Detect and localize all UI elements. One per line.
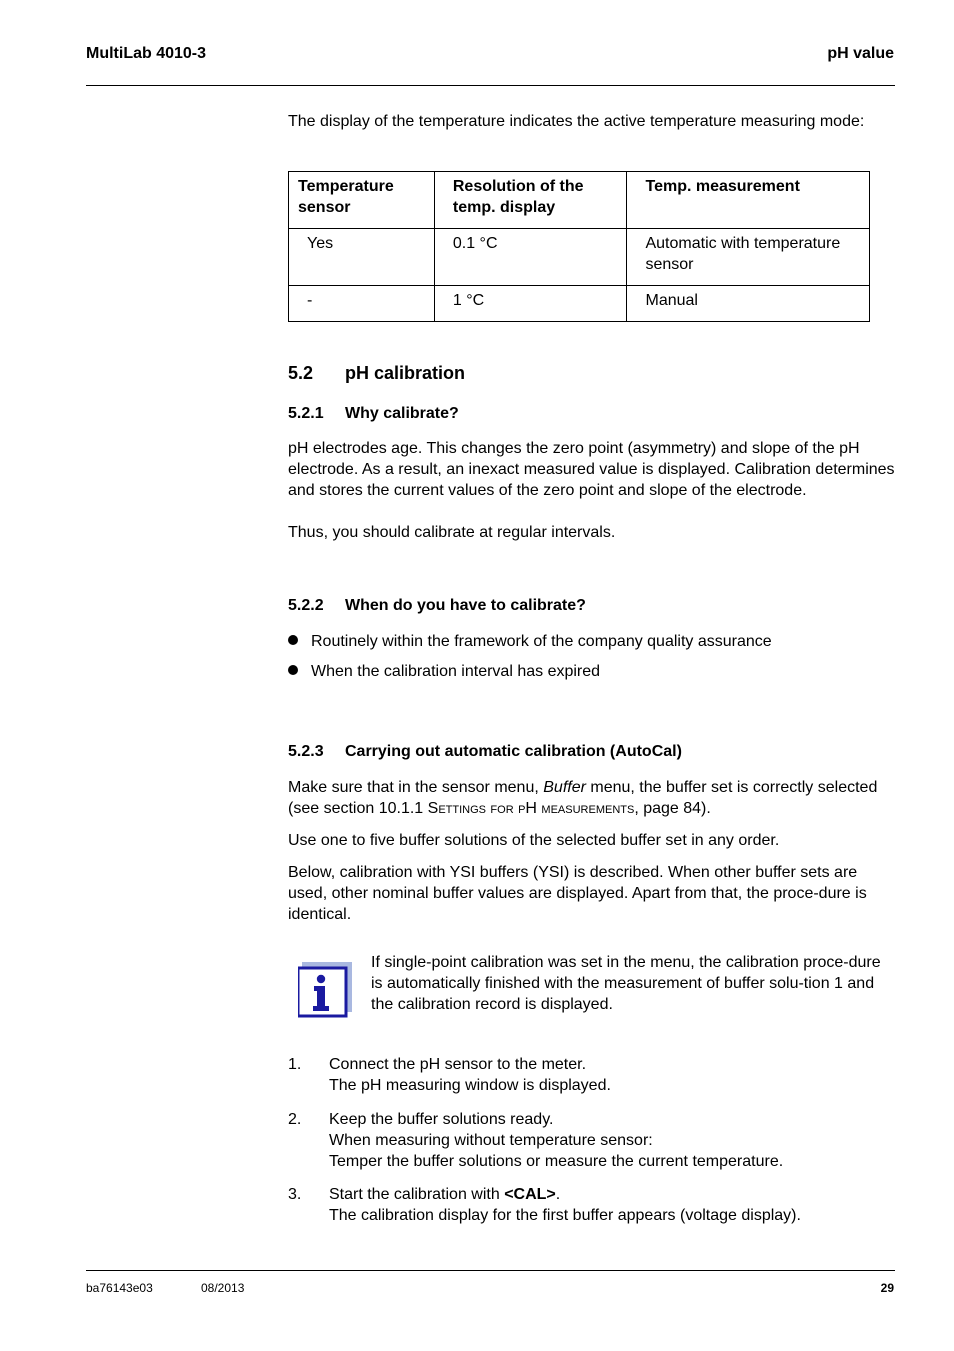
subsection-heading-why (288, 403, 459, 424)
header-title: MultiLab 4010-3 (86, 45, 207, 62)
table-cell: - (289, 286, 435, 322)
table-header-cell: Temp. measurement (627, 172, 870, 229)
subsection-number: 5.2.3 (288, 743, 324, 760)
list-item-text: When the calibration interval has expired (311, 663, 601, 680)
subsection-title: When do you have to calibrate? (345, 597, 586, 614)
section-number: 5.2 (288, 363, 314, 383)
subsection-title: Why calibrate? (345, 405, 459, 422)
info-note: If single-point calibration was set in the menu, the calibration proce-dure is automatically finished with the measurement of buffer solu-tion 1 and the calibration record is displayed. (371, 954, 881, 1013)
list-item (288, 661, 600, 682)
cal-key-label: <CAL> (504, 1186, 556, 1203)
text-run: Start the calibration with (329, 1186, 505, 1203)
footer-date: 08/2013 (201, 1281, 245, 1295)
buffer-set-paragraph (288, 777, 895, 819)
table-cell: Manual (627, 286, 870, 322)
table-header-cell: Temperature sensor (289, 172, 435, 229)
step-number: 2. (288, 1111, 302, 1128)
table-header-row (289, 172, 870, 229)
subsection-number: 5.2.2 (288, 597, 324, 614)
bullet-icon (288, 635, 298, 645)
list-item (288, 631, 772, 652)
why-paragraph: pH electrodes age. This changes the zero point (asymmetry) and slope of the pH electrode. As a result, an inexact measured value is displayed. Calibration determines and stores the current values of the zero point and slope of the electrode. (288, 440, 895, 499)
footer-rule (86, 1270, 895, 1271)
section-title: pH calibration (345, 363, 466, 383)
header-section: pH value (827, 45, 894, 62)
subsection-heading-autocal (288, 741, 682, 762)
subsection-title: Carrying out automatic calibration (AutoCal) (345, 743, 682, 760)
ysi-paragraph: Below, calibration with YSI buffers (YSI) is described. When other buffer sets are used, other nominal buffer values are displayed. Apart from that, the proce-dure is identical. (288, 864, 867, 923)
step-text: When measuring without temperature sensor: (329, 1132, 653, 1149)
section-heading (288, 363, 465, 384)
step-text: Connect the pH sensor to the meter. (329, 1056, 587, 1073)
header-rule (86, 85, 895, 86)
text-run: Make sure that in the sensor menu, (288, 779, 544, 796)
table-cell: 0.1 °C (434, 229, 627, 286)
subsection-number: 5.2.1 (288, 405, 324, 422)
page-number: 29 (880, 1281, 894, 1295)
step-number: 1. (288, 1056, 302, 1073)
cross-reference-link[interactable]: Settings for pH measurements (427, 800, 635, 817)
step-text: The calibration display for the first buffer appears (voltage display). (329, 1207, 801, 1224)
table-row (289, 229, 870, 286)
step-text: Temper the buffer solutions or measure the current temperature. (329, 1153, 784, 1170)
table-cell: Yes (289, 229, 435, 286)
table-header-cell: Resolution of the temp. display (434, 172, 627, 229)
table-cell: 1 °C (434, 286, 627, 322)
list-item-text: Routinely within the framework of the company quality assurance (311, 633, 772, 650)
intro-paragraph: The display of the temperature indicates the active temperature measuring mode: (288, 113, 865, 130)
why-conclusion: Thus, you should calibrate at regular intervals. (288, 524, 616, 541)
text-run: . (555, 1186, 561, 1203)
temperature-mode-table (288, 171, 870, 322)
text-run: menu, the buffer set is correctly selected (see section 10.1.1 (288, 779, 878, 817)
menu-name: Buffer (543, 779, 586, 796)
footer-doc-number: ba76143e03 (86, 1281, 153, 1295)
step-text: Keep the buffer solutions ready. (329, 1111, 554, 1128)
subsection-heading-when (288, 595, 586, 616)
step-text (329, 1184, 895, 1205)
table-cell: Automatic with temperature sensor (627, 229, 870, 286)
table-row (289, 286, 870, 322)
step-number: 3. (288, 1186, 302, 1203)
buffer-order-paragraph: Use one to five buffer solutions of the selected buffer set in any order. (288, 832, 780, 849)
step-text: The pH measuring window is displayed. (329, 1077, 611, 1094)
info-icon (298, 962, 352, 1018)
text-run: , page 84). (634, 800, 711, 817)
bullet-icon (288, 665, 298, 675)
